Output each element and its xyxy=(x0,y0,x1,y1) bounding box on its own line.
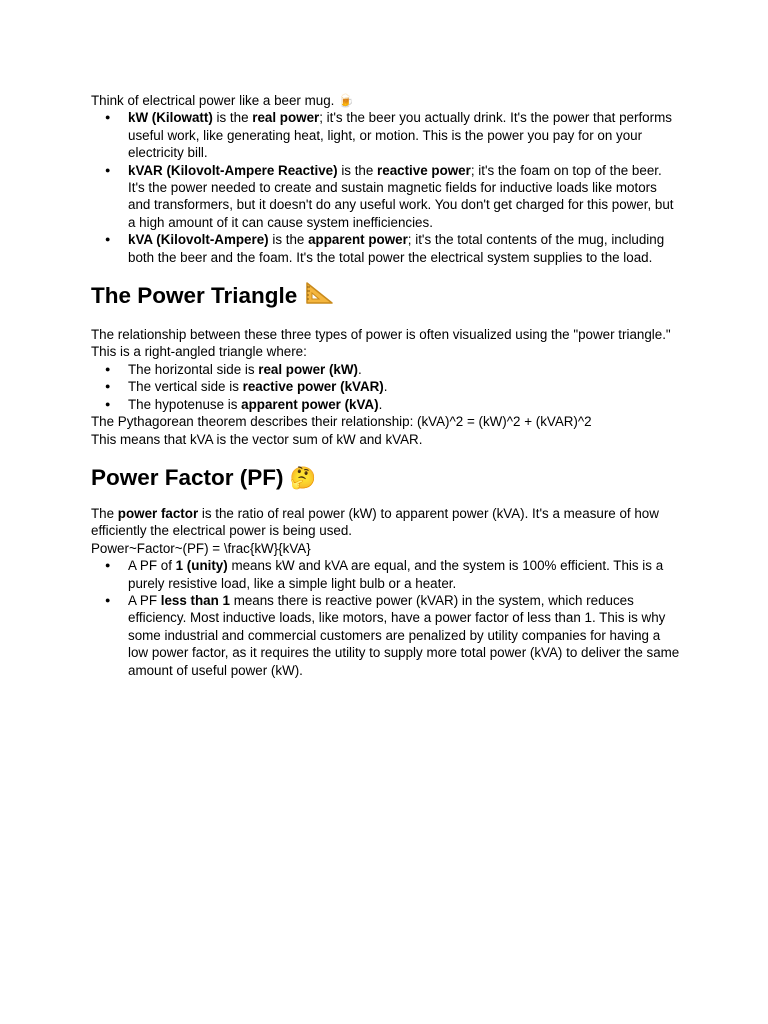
beer-mug-icon: 🍺 xyxy=(338,93,354,108)
list-text: . xyxy=(357,361,362,377)
list-text: is the xyxy=(337,162,378,178)
pf-formula: Power~Factor~(PF) = \frac{kW}{kVA} xyxy=(91,540,311,556)
pf-paragraph xyxy=(91,505,681,540)
term-kw: kW (Kilowatt) xyxy=(128,110,213,126)
pf-text: is the ratio of real power (kW) to apparent power (kVA). It's a measure of how efficiently the electrical power is being used. xyxy=(91,505,659,539)
list-text: . xyxy=(383,379,388,395)
list-text: ; it's the total contents of the mug, including both the beer and the foam. It's the total power the electrical system supplies to the load. xyxy=(128,232,665,265)
vector-sum-line: This means that kVA is the vector sum of kW and kVAR. xyxy=(91,431,423,447)
heading-text: The Power Triangle xyxy=(91,283,298,309)
list-item xyxy=(91,361,681,378)
list-text: The hypotenuse is xyxy=(128,396,242,412)
bold-less-than-1: less than 1 xyxy=(160,592,230,608)
heading-power-triangle xyxy=(91,280,681,313)
list-text: The vertical side is xyxy=(128,379,243,395)
pythagorean-line: The Pythagorean theorem describes their relationship: (kVA)^2 = (kW)^2 + (kVAR)^2 xyxy=(91,414,592,430)
pf-text: The xyxy=(91,505,118,521)
list-item xyxy=(91,592,681,679)
list-text: . xyxy=(378,396,383,412)
list-item xyxy=(91,396,681,413)
list-item xyxy=(91,378,681,395)
heading-text: Power Factor (PF) xyxy=(91,464,284,490)
thinking-face-icon: 🤔 xyxy=(289,465,317,490)
bold-real-power: real power xyxy=(252,110,320,126)
document-content xyxy=(91,92,681,679)
list-text: A PF xyxy=(128,592,161,608)
intro-paragraph xyxy=(91,92,681,109)
term-kvar: kVAR (Kilovolt-Ampere Reactive) xyxy=(128,162,338,178)
triangle-intro: The relationship between these three types of power is often visualized using the "power triangle." This is a right-angled triangle where: xyxy=(91,327,671,360)
list-text: ; it's the foam on top of the beer. It's the power needed to create and sustain magnetic fields for inductive loads like motors and transformers, but it doesn't do any useful work. You don't get charged for this power, but a high amount of it can cause system inefficiencies. xyxy=(128,162,674,230)
list-text: is the xyxy=(268,232,309,248)
intro-text: Think of electrical power like a beer mug. xyxy=(91,93,335,108)
list-item xyxy=(91,557,681,592)
list-text: A PF of xyxy=(128,558,176,574)
bold-apparent-power-kva: apparent power (kVA) xyxy=(241,396,379,412)
term-kva: kVA (Kilovolt-Ampere) xyxy=(128,232,269,248)
bold-power-factor: power factor xyxy=(117,505,199,521)
list-text: means kW and kVA are equal, and the system is 100% efficient. This is a purely resistive load, like a simple light bulb or a heater. xyxy=(128,558,664,591)
list-text: means there is reactive power (kVAR) in the system, which reduces efficiency. Most inductive loads, like motors, have a power factor of less than 1. This is why some industrial and commercial customers are penalized by utility companies for having a low power factor, as it requires the utility to supply more total power (kVA) to deliver the same amount of useful power (kW). xyxy=(128,592,680,678)
list-item xyxy=(91,231,681,266)
list-text: is the xyxy=(212,110,253,126)
bold-apparent-power: apparent power xyxy=(308,232,408,248)
list-item xyxy=(91,109,681,161)
list-text: ; it's the beer you actually drink. It's the power that performs useful work, like generating heat, light, or motion. This is the power you pay for on your electricity bill. xyxy=(128,110,672,161)
bold-real-power-kw: real power (kW) xyxy=(258,361,358,377)
bold-reactive-power: reactive power xyxy=(377,162,471,178)
triangle-sides-list xyxy=(91,361,681,413)
bold-reactive-power-kvar: reactive power (kVAR) xyxy=(242,379,384,395)
list-item xyxy=(91,162,681,232)
bold-unity: 1 (unity) xyxy=(175,558,228,574)
triangular-ruler-icon xyxy=(304,280,334,313)
list-text: The horizontal side is xyxy=(128,361,259,377)
power-types-list xyxy=(91,109,681,266)
pf-list xyxy=(91,557,681,679)
heading-power-factor xyxy=(91,464,681,492)
